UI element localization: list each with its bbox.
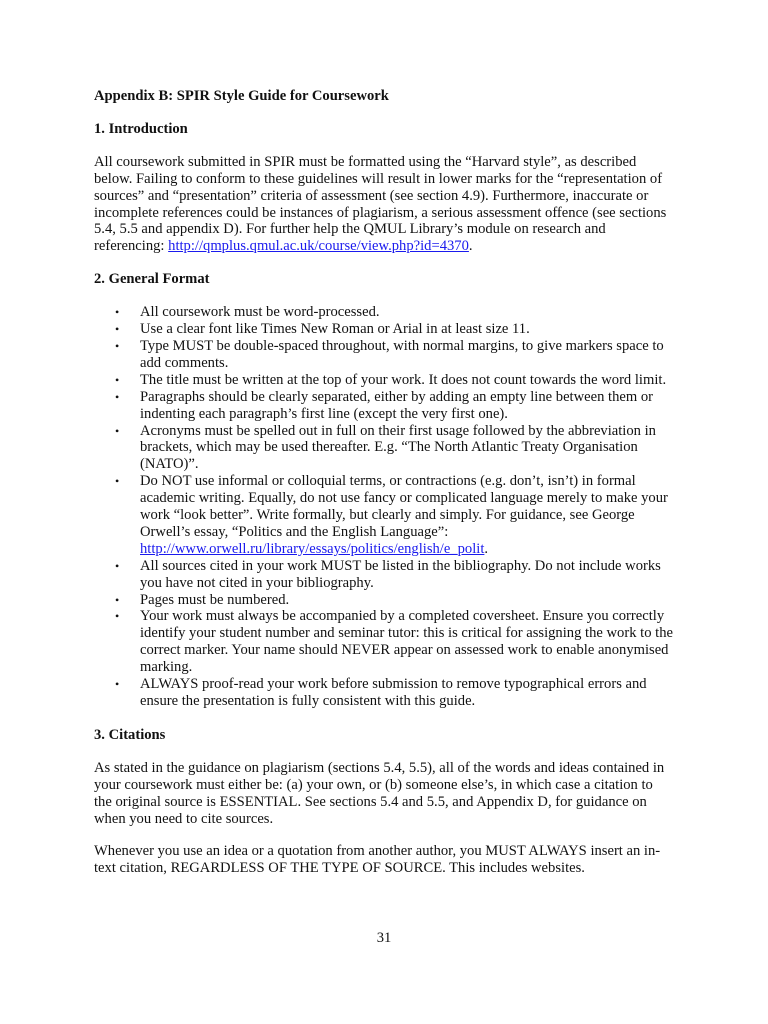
introduction-paragraph	[94, 154, 674, 255]
list-item: • Pages must be numbered.	[115, 591, 290, 608]
citations-paragraph: As stated in the guidance on plagiarism (sections 5.4, 5.5), all of the words and ideas contained in your coursework must either be: (a) your own, or (b) someone else’s, in which case a citation to the original source is ESSENTIAL. See sections 5.4 and 5.5, and Appendix D, for guidance on when you need to cite sources.	[94, 759, 665, 827]
list-item: • The title must be written at the top of your work. It does not count towards the word limit.	[115, 371, 667, 388]
document-page	[94, 88, 674, 893]
bullet-icon: •	[115, 609, 120, 624]
bullet-icon: •	[115, 338, 120, 353]
bullet-icon: •	[115, 592, 120, 607]
page-number: 31	[376, 930, 392, 946]
list-item: • All coursework must be word-processed.	[115, 304, 380, 321]
list-item: • Do NOT use informal or colloquial terms, or contractions (e.g. don’t, isn’t) in formal academic writing. Equally, do not use fancy or complicated language merely to make your work “look better”. Write formally, but clearly and simply. For guidance, see George Orwell’s essay, “Politics and the English Language”: http://www.orwell.ru/library/essays/politics/english/e_polit.	[115, 473, 668, 557]
qmplus-link[interactable]: http://qmplus.qmul.ac.uk/course/view.php?id=4370	[168, 238, 469, 255]
citations-paragraph: Whenever you use an idea or a quotation from another author, you MUST ALWAYS insert an in-text citation, REGARDLESS OF THE TYPE OF SOURCE. This includes websites.	[94, 843, 661, 877]
section-heading-introduction: 1. Introduction	[94, 120, 188, 137]
bullet-icon: •	[115, 305, 120, 320]
bullet-icon: •	[115, 474, 120, 489]
section-heading-general-format: 2. General Format	[94, 271, 210, 288]
orwell-link[interactable]: http://www.orwell.ru/library/essays/politics/english/e_polit	[140, 540, 485, 557]
bullet-icon: •	[115, 389, 120, 404]
general-format-list	[94, 304, 674, 710]
bullet-icon: •	[115, 677, 120, 692]
bullet-icon: •	[115, 558, 120, 573]
list-item: • ALWAYS proof-read your work before submission to remove typographical errors and ensure the presentation is fully consistent with this guide.	[115, 676, 647, 709]
list-item: • Acronyms must be spelled out in full on their first usage followed by the abbreviation in brackets, which may be used thereafter. E.g. “The North Atlantic Treaty Organisation (NATO)”.	[115, 422, 656, 473]
link-suffix: .	[484, 540, 489, 557]
section-heading-citations: 3. Citations	[94, 726, 166, 743]
bullet-icon: •	[115, 372, 120, 387]
list-item: • Paragraphs should be clearly separated, either by adding an empty line between them or indenting each paragraph’s first line (except the very first one).	[115, 388, 654, 422]
document-title: Appendix B: SPIR Style Guide for Coursework	[94, 88, 389, 104]
bullet-icon: •	[115, 423, 120, 438]
link-suffix: .	[468, 238, 473, 255]
introduction-text: All coursework submitted in SPIR must be formatted using the “Harvard style”, as described below. Failing to conform to these guidelines will result in lower marks for the “representation of sources” and “presentation” criteria of assessment (see section 4.9). Furthermore, inaccurate or incomplete references could be instances of plagiarism, a serious assessment offence (see sections 5.4, 5.5 and appendix D). For further help the QMUL Library’s module on research and referencing:	[94, 153, 667, 255]
list-item: • Your work must always be accompanied by a completed coversheet. Ensure you correctly identify your student number and seminar tutor: this is critical for assigning the work to the correct marker. Your name should NEVER appear on assessed work to enable anonymised marking.	[115, 608, 673, 676]
bullet-icon: •	[115, 322, 120, 337]
list-item: • Type MUST be double-spaced throughout, with normal margins, to give markers space to add comments.	[115, 337, 664, 371]
list-item: • Use a clear font like Times New Roman or Arial in at least size 11.	[115, 321, 530, 338]
list-item: • All sources cited in your work MUST be listed in the bibliography. Do not include works you have not cited in your bibliography.	[115, 557, 661, 591]
